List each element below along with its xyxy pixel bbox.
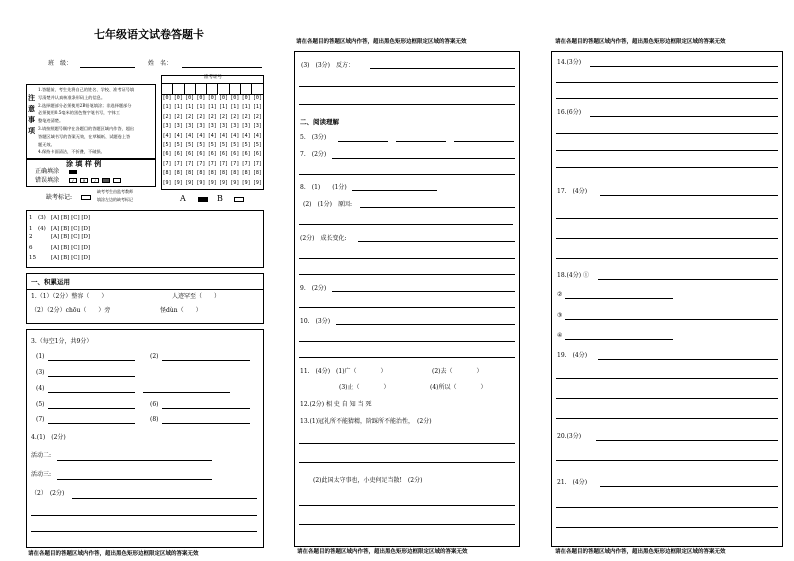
exam-id-digit-cell[interactable] [185,84,196,95]
notice-line: 4.保持卡面清洁，不折叠，不破损。 [38,149,105,155]
q3-item-label: (8) [150,416,159,423]
q18-line1[interactable] [598,279,778,280]
paper-type-b-box[interactable] [234,197,244,202]
exam-id-bubble[interactable]: [7] [162,160,172,167]
choice-row[interactable] [29,224,90,235]
exam-id-bubble[interactable]: [4] [207,132,217,139]
exam-id-bubble[interactable]: [5] [173,142,183,148]
exam-id-bubble[interactable]: [0] [207,95,217,101]
exam-id-digit-cell[interactable] [173,84,184,95]
exam-id-bubble[interactable]: [4] [185,132,195,139]
exam-id-bubble[interactable]: [0] [219,95,229,101]
q3-3-line2[interactable] [299,86,515,87]
warning-footer-col3: 请在各题目的答题区域内作答，超出黑色矩形边框限定区域的答案无效 [555,549,726,555]
q20-line1[interactable] [596,440,778,441]
notice-vertical-char: 项 [28,126,35,135]
exam-id-bubble[interactable]: [3] [162,123,172,130]
q3-3-line3[interactable] [299,104,515,105]
q19-line2[interactable] [556,378,778,379]
exam-id-bubble[interactable]: [6] [185,151,195,158]
q18-label-4: ④ [557,332,563,339]
q13-2-line1[interactable] [299,505,515,506]
activity2-label: 活动二: [31,452,52,459]
exam-id-bubble[interactable]: [8] [230,170,240,177]
absent-label: 缺考标记: [46,194,73,201]
q3-item-line[interactable] [162,423,250,424]
q13-line2[interactable] [299,462,515,463]
q11-label-d: (4)所以（ ） [430,384,487,391]
q10-line3[interactable] [299,357,515,358]
q8-1-line[interactable] [352,190,437,191]
class-label: 班 级： [48,60,73,67]
exam-id-bubble[interactable]: [6] [207,151,217,158]
warning-footer-col2: 请在各题目的答题区域内作答，超出黑色矩形边框限定区域的答案无效 [297,549,468,555]
exam-id-bubble[interactable]: [9] [241,179,251,186]
notice-line: 整笔迹清楚。 [38,118,64,124]
choice-options[interactable]: [A] [B] [C] [D] [51,215,91,221]
exam-id-bubble[interactable]: [7] [219,160,229,167]
choice-row[interactable] [29,245,90,256]
q18-line3[interactable] [565,319,778,320]
q17-line4[interactable] [556,258,778,259]
q20-line2[interactable] [556,460,778,461]
q19-line3[interactable] [556,398,778,399]
choice-number: 15 [29,255,36,261]
q21-line2[interactable] [556,507,778,508]
q4-part2-line3[interactable] [31,531,257,532]
q3-item-line[interactable] [48,423,135,424]
activity3-label: 活动三: [31,471,52,478]
exam-id-grid[interactable] [162,95,264,190]
q18-label-2: ② [557,291,563,298]
q19-line1[interactable] [598,359,778,360]
q1-part1: 1.（1）（2分）整容（ ） [31,293,108,300]
exam-id-bubble[interactable]: [7] [196,160,206,167]
q18-label: 18.(4分) ① [557,272,589,279]
exam-id-bubble[interactable]: [0] [230,95,240,101]
section1-title: 一、积累运用 [31,278,70,286]
q8-3-label: (2分) 成长变化: [300,235,347,242]
activity3-line[interactable] [57,479,212,480]
notice-vertical-char: 意 [28,104,35,113]
exam-id-bubble[interactable]: [9] [207,179,217,186]
notice-vertical-char: 注 [28,93,35,102]
exam-id-bubble[interactable]: [0] [252,95,262,101]
q9-line2[interactable] [299,307,515,308]
q13-label: 13.(1)冠礼所不能猜精，阶踩所不能治性， (2分) [300,418,432,425]
exam-id-bubble[interactable]: [7] [185,160,195,167]
q18-line4[interactable] [565,339,673,340]
exam-id-bubble[interactable]: [8] [162,170,172,177]
exam-id-bubble[interactable]: [2] [185,113,195,120]
notice-text [38,86,156,156]
q11-label: 11. (4分) (1)广（ ） [300,368,387,375]
name-label: 姓 名： [148,60,173,67]
q4-title: 4.(1) (2分) [31,434,66,441]
choice-row[interactable] [29,255,90,266]
class-field[interactable] [80,67,135,68]
exam-id-bubble[interactable]: [2] [252,113,262,120]
exam-id-bubble[interactable]: [8] [241,170,251,177]
q3-3-line1[interactable] [370,68,515,69]
exam-id-bubble[interactable]: [5] [162,142,172,148]
notice-line: 1.答题前，考生先将自己的姓名、学校、准考证号填 [38,87,135,92]
exam-id-digit-cell[interactable] [252,84,263,95]
q10-line2[interactable] [299,341,515,342]
exam-id-bubble[interactable]: [9] [173,179,183,186]
exam-id-bubble[interactable]: [2] [230,113,240,120]
q3-item-line[interactable] [48,376,135,377]
q8-2-line1[interactable] [360,207,515,208]
exam-id-digit-cell[interactable] [162,84,173,95]
q8-2-label: (2) (1分) 原因: [303,201,353,208]
q16-line2[interactable] [556,133,778,134]
column3-box [551,51,783,547]
q17-line1[interactable] [600,195,778,196]
q3-item-label: (5) [36,401,45,408]
q3-title: 3.（每空1分，共9分） [31,338,93,345]
fill-example-title: 涂 填 样 例 [66,160,102,168]
warning-footer-col1: 请在各题目的答题区域内作答，超出黑色矩形边框限定区域的答案无效 [28,551,199,557]
exam-id-bubble[interactable]: [0] [241,95,251,101]
exam-id-bubble[interactable]: [1] [196,104,206,111]
correct-fill-mark [69,170,77,174]
choice-number: 2 [29,234,33,240]
name-field[interactable] [182,67,262,68]
q7-label: 7. (2分) [300,151,327,158]
q17-line3[interactable] [556,238,778,239]
q9-label: 9. (2分) [300,285,327,292]
q10-line1[interactable] [336,324,515,325]
q14-line1[interactable] [590,66,778,67]
q1-part2b: 怪dùn（ ） [160,307,202,314]
q16-line1[interactable] [590,116,778,117]
exam-id-bubble[interactable]: [7] [207,160,217,167]
exam-id-bubble[interactable]: [9] [230,179,240,186]
exam-id-bubble[interactable]: [0] [173,95,183,101]
page-title: 七年级语文试卷答题卡 [94,28,204,41]
q10-label: 10. (3分) [300,318,331,325]
exam-id-digit-cell[interactable] [230,84,241,95]
q13-line1[interactable] [299,443,515,444]
exam-id-bubble[interactable]: [0] [196,95,206,101]
q3-item-line[interactable] [162,360,250,361]
q3-item-line[interactable] [48,392,135,393]
q21-label: 21. (4分) [557,479,588,486]
q5-line1[interactable] [338,141,388,142]
notice-line: 题无效。 [38,141,55,147]
q14-line3[interactable] [556,98,778,99]
exam-id-bubble[interactable]: [6] [173,151,183,158]
q3-item-label: (2) [150,353,159,360]
q12-label: 12.(2分) 相 史 自 知 当 死 [300,401,372,408]
exam-id-bubble[interactable]: [3] [230,123,240,130]
choice-options[interactable]: [A] [B] [C] [D] [51,244,91,251]
exam-id-bubble[interactable]: [4] [173,132,183,139]
exam-id-bubble[interactable]: [3] [185,123,195,130]
exam-id-bubble[interactable]: [3] [219,123,229,130]
q14-label: 14.(3分) [557,59,582,66]
exam-id-bubble[interactable]: [1] [252,104,262,111]
section1-title-rule [26,289,264,290]
wrong-fill-marks: ✓ ✕ / [69,178,121,183]
exam-id-bubble[interactable]: [1] [185,104,195,111]
q1-part2: （2）（2分）chōu（ ）旁 [31,307,111,314]
q8-1-label: 8. (1) (1分) [300,184,347,191]
q9-line1[interactable] [332,291,515,292]
paper-type-b: B [217,194,223,203]
absent-note-2: 填涂左边的缺考标记 [97,197,133,202]
notice-vertical-char: 事 [28,115,35,124]
q3-3-label: (3) (3分) 反方： [301,62,354,69]
exam-id-bubble[interactable]: [4] [196,132,206,139]
exam-id-bubble[interactable]: [6] [241,151,251,158]
q4-part2: （2） (2分) [31,490,65,497]
warning-header-col2: 请在各题目的答题区域内作答，超出黑色矩形边框限定区域的答案无效 [296,39,467,45]
notice-vertical-label [28,92,37,136]
choice-list [29,213,90,266]
q5-label: 5. (3分) [300,134,327,141]
exam-id-bubble[interactable]: [5] [196,142,206,148]
absent-checkbox[interactable] [81,195,91,200]
exam-id-bubble[interactable]: [1] [219,104,229,111]
exam-id-bubble[interactable]: [4] [230,132,240,139]
exam-id-bubble[interactable]: [4] [219,132,229,139]
notice-line: 答题区域书写的答案无效，在草稿纸、试题卷上答 [38,133,131,139]
q1-part1b: 人迹罕至（ ） [172,293,221,300]
exam-id-bubble[interactable]: [8] [207,170,217,177]
exam-id-bubble[interactable]: [7] [173,160,183,167]
exam-id-bubble[interactable]: [1] [230,104,240,111]
choice-options[interactable]: [A] [B] [C] [D] [51,255,91,261]
exam-id-bubble[interactable]: [5] [241,142,251,148]
q18-line2[interactable] [565,298,673,299]
exam-id-bubble[interactable]: [1] [207,104,217,111]
q17-label: 17. (4分) [557,188,588,195]
exam-id-bubble[interactable]: [1] [241,104,251,111]
q5-line3[interactable] [454,141,514,142]
exam-id-digit-cell[interactable] [219,84,230,95]
exam-id-bubble[interactable]: [5] [252,142,262,148]
q3-item-label: (7) [36,416,45,423]
q3-item-label: (4) [36,385,45,392]
q13-2-label: (2)此国太守事也，小吏何足当散! (2分) [313,477,423,484]
q5-line2[interactable] [396,141,446,142]
correct-fill-label: 正确填涂 [35,168,60,175]
q3-item-line[interactable] [48,360,135,361]
exam-id-bubble[interactable]: [6] [230,151,240,158]
q8-3-line3[interactable] [299,274,515,275]
q14-line2[interactable] [556,82,778,83]
exam-id-bubble[interactable]: [2] [162,113,172,120]
q19-label: 19. (4分) [557,352,588,359]
exam-id-bubble[interactable]: [5] [207,142,217,148]
q8-3-line2[interactable] [299,258,515,259]
exam-id-bubble[interactable]: [1] [173,104,183,111]
choice-number: 6 [29,244,33,251]
q16-line3[interactable] [556,150,778,151]
exam-id-label: 准考证号 [204,75,222,80]
exam-id-bubble[interactable]: [9] [252,179,262,186]
q18-label-3: ③ [557,312,563,319]
exam-id-bubble[interactable]: [2] [241,113,251,120]
exam-id-bubble[interactable]: [4] [241,132,251,139]
exam-id-bubble[interactable]: [3] [207,123,217,130]
q7-line1[interactable] [332,158,515,159]
q3-item-line[interactable] [48,408,135,409]
exam-id-bubble[interactable]: [8] [252,170,262,177]
exam-id-bubble[interactable]: [3] [252,123,262,130]
exam-id-bubble[interactable]: [7] [241,160,251,167]
q16-line4[interactable] [556,167,778,168]
exam-id-bubble[interactable]: [8] [173,170,183,177]
q3-item-line[interactable] [162,408,250,409]
choice-number: 1 (4) [29,225,46,232]
q11-label-c: (3)止（ ） [339,384,390,391]
q13-2-line2[interactable] [299,524,515,525]
absent-note-1: 缺考考生由监考教师 [97,189,133,194]
exam-id-bubble[interactable]: [8] [219,170,229,177]
exam-id-bubble[interactable]: [5] [230,142,240,148]
exam-id-digit-cell[interactable] [207,84,218,95]
exam-id-bubble[interactable]: [5] [185,142,195,148]
warning-header-col3: 请在各题目的答题区域内作答，超出黑色矩形边框限定区域的答案无效 [555,39,726,45]
q20-label: 20.(3分) [557,433,582,440]
choice-row[interactable] [29,234,90,245]
wrong-fill-label: 错误填涂 [35,177,60,184]
q8-3-line1[interactable] [358,241,515,242]
q4-part2-line1[interactable] [72,498,257,499]
exam-id-bubble[interactable]: [9] [219,179,229,186]
exam-id-bubble[interactable]: [2] [196,113,206,120]
q17-line2[interactable] [556,218,778,219]
choice-options[interactable]: [A] [B] [C] [D] [51,225,91,232]
exam-id-bubble[interactable]: [0] [185,95,195,101]
exam-id-bubble[interactable]: [6] [196,151,206,158]
exam-id-bubble[interactable]: [2] [207,113,217,120]
q3-item-line[interactable] [143,392,230,393]
q3-item-label: (6) [150,401,159,408]
exam-id-bubble[interactable]: [6] [162,151,172,158]
choice-row[interactable] [29,213,90,224]
exam-id-bubble[interactable]: [5] [219,142,229,148]
exam-id-bubble[interactable]: [7] [230,160,240,167]
exam-id-bubble[interactable]: [9] [185,179,195,186]
exam-id-bubble[interactable]: [0] [162,95,172,101]
paper-type-a-box[interactable] [198,197,208,202]
exam-id-digit-cell[interactable] [241,84,252,95]
notice-line: 写清楚并认真核准条形码上的信息。 [38,94,106,100]
exam-id-bubble[interactable]: [8] [185,170,195,177]
choice-options[interactable]: [A] [B] [C] [D] [51,234,91,240]
exam-id-bubble[interactable]: [6] [252,151,262,158]
exam-id-bubble[interactable]: [3] [241,123,251,130]
exam-id-bubble[interactable]: [7] [252,160,262,167]
q7-line2[interactable] [299,174,515,175]
q4-part2-line2[interactable] [31,515,257,516]
exam-id-bubble[interactable]: [8] [196,170,206,177]
q16-label: 16.(6分) [557,109,582,116]
exam-id-bubble[interactable]: [9] [162,179,172,186]
notice-line: 2.选择题部分必须使用2B铅笔填涂；非选择题部分 [38,102,132,108]
q11-label-b: (2)去（ ） [432,368,483,375]
q3-item-label: (1) [36,353,45,360]
exam-id-bubble[interactable]: [2] [173,113,183,120]
paper-type-a: A [180,194,186,203]
q3-item-label: (3) [36,369,45,376]
exam-id-bubble[interactable]: [3] [196,123,206,130]
exam-id-bubble[interactable]: [6] [219,151,229,158]
section2-title: 二、阅读理解 [300,118,339,126]
q21-line3[interactable] [556,527,778,528]
exam-id-bubble[interactable]: [4] [162,132,172,139]
choice-number: 1 (3) [29,215,46,221]
notice-line: 3.请按照题号顺序在各题目的答题区域内作答，超出 [38,125,135,131]
q19-line4[interactable] [556,418,778,419]
exam-id-bubble[interactable]: [9] [196,179,206,186]
q21-line1[interactable] [600,486,778,487]
exam-id-bubble[interactable]: [2] [219,113,229,120]
activity2-line[interactable] [57,460,212,461]
exam-id-bubble[interactable]: [3] [173,123,183,130]
exam-id-bubble[interactable]: [1] [162,104,172,111]
exam-id-digit-cell[interactable] [196,84,207,95]
exam-id-bubble[interactable]: [4] [252,132,262,139]
notice-line: 必须使用0.5毫米的黑色签字笔书写，字体工 [38,110,121,116]
q8-2-line2[interactable] [299,224,513,225]
